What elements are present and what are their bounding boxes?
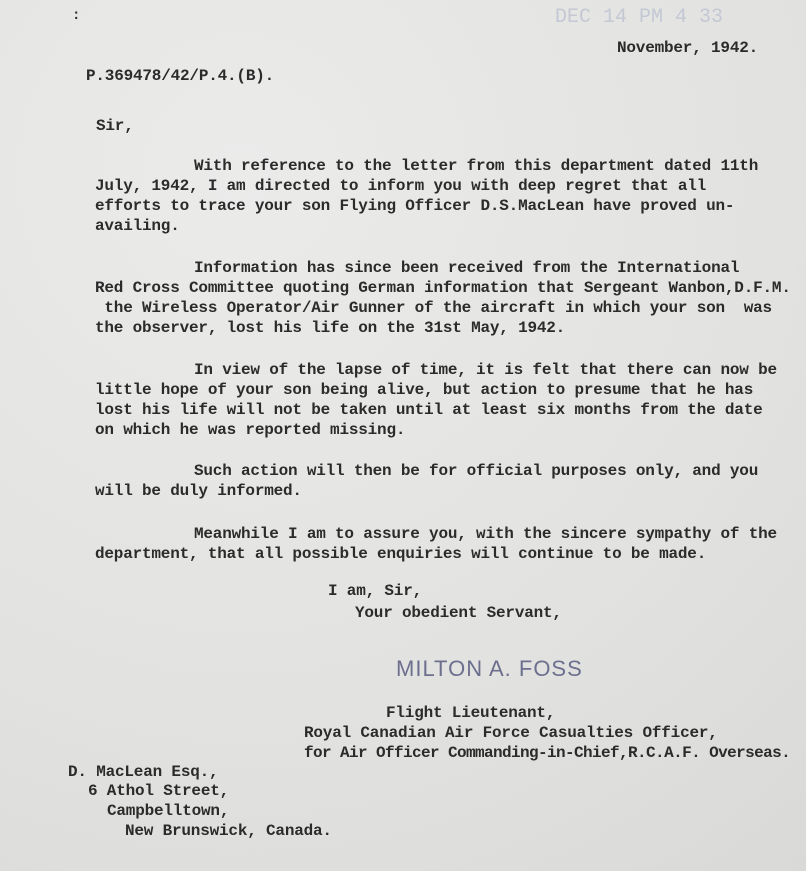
paragraph-3-line: In view of the lapse of time, it is felt that there can now be (194, 361, 777, 379)
signatory-title: for Air Officer Commanding-in-Chief,R.C.A.F. Overseas. (304, 744, 791, 762)
paragraph-1-line: efforts to trace your son Flying Officer D.S.MacLean have proved un- (95, 197, 735, 215)
signatory-title: Flight Lieutenant, (386, 704, 556, 722)
margin-mark: : (72, 8, 81, 24)
paragraph-5-line: department, that all possible enquiries will continue to be made. (95, 545, 707, 563)
paragraph-3-line: lost his life will not be taken until at least six months from the date (95, 401, 763, 419)
paragraph-2-line: the observer, lost his life on the 31st May, 1942. (95, 319, 566, 337)
paragraph-5-line: Meanwhile I am to assure you, with the sincere sympathy of the (194, 525, 777, 543)
paragraph-2-line: Information has since been received from the International (194, 259, 740, 277)
paragraph-4-line: will be duly informed. (95, 482, 302, 500)
address-line: New Brunswick, Canada. (125, 822, 332, 840)
letter-date: November, 1942. (617, 39, 759, 57)
paragraph-2-line: the Wireless Operator/Air Gunner of the aircraft in which your son was (95, 299, 772, 317)
signatory-title: Royal Canadian Air Force Casualties Officer, (304, 724, 718, 742)
paragraph-1-line: July, 1942, I am directed to inform you with deep regret that all (95, 177, 707, 195)
closing-line: Your obedient Servant, (355, 604, 562, 622)
paragraph-3-line: little hope of your son being alive, but action to presume that he has (95, 381, 754, 399)
paragraph-4-line: Such action will then be for official purposes only, and you (194, 462, 759, 480)
reference-number: P.369478/42/P.4.(B). (86, 67, 275, 85)
paragraph-1-line: With reference to the letter from this department dated 11th (194, 157, 759, 175)
paragraph-2-line: Red Cross Committee quoting German information that Sergeant Wanbon,D.F.M. (95, 279, 791, 297)
paragraph-1-line: availing. (95, 217, 180, 235)
address-line: Campbelltown, (107, 802, 230, 820)
paragraph-3-line: on which he was reported missing. (95, 421, 406, 439)
closing-line: I am, Sir, (328, 582, 423, 600)
signature-stamp: MILTON A. FOSS (396, 656, 583, 681)
salutation: Sir, (96, 117, 134, 135)
address-line: 6 Athol Street, (88, 782, 230, 800)
address-line: D. MacLean Esq., (68, 763, 219, 781)
received-date-stamp: DEC 14 PM 4 33 (555, 6, 724, 29)
